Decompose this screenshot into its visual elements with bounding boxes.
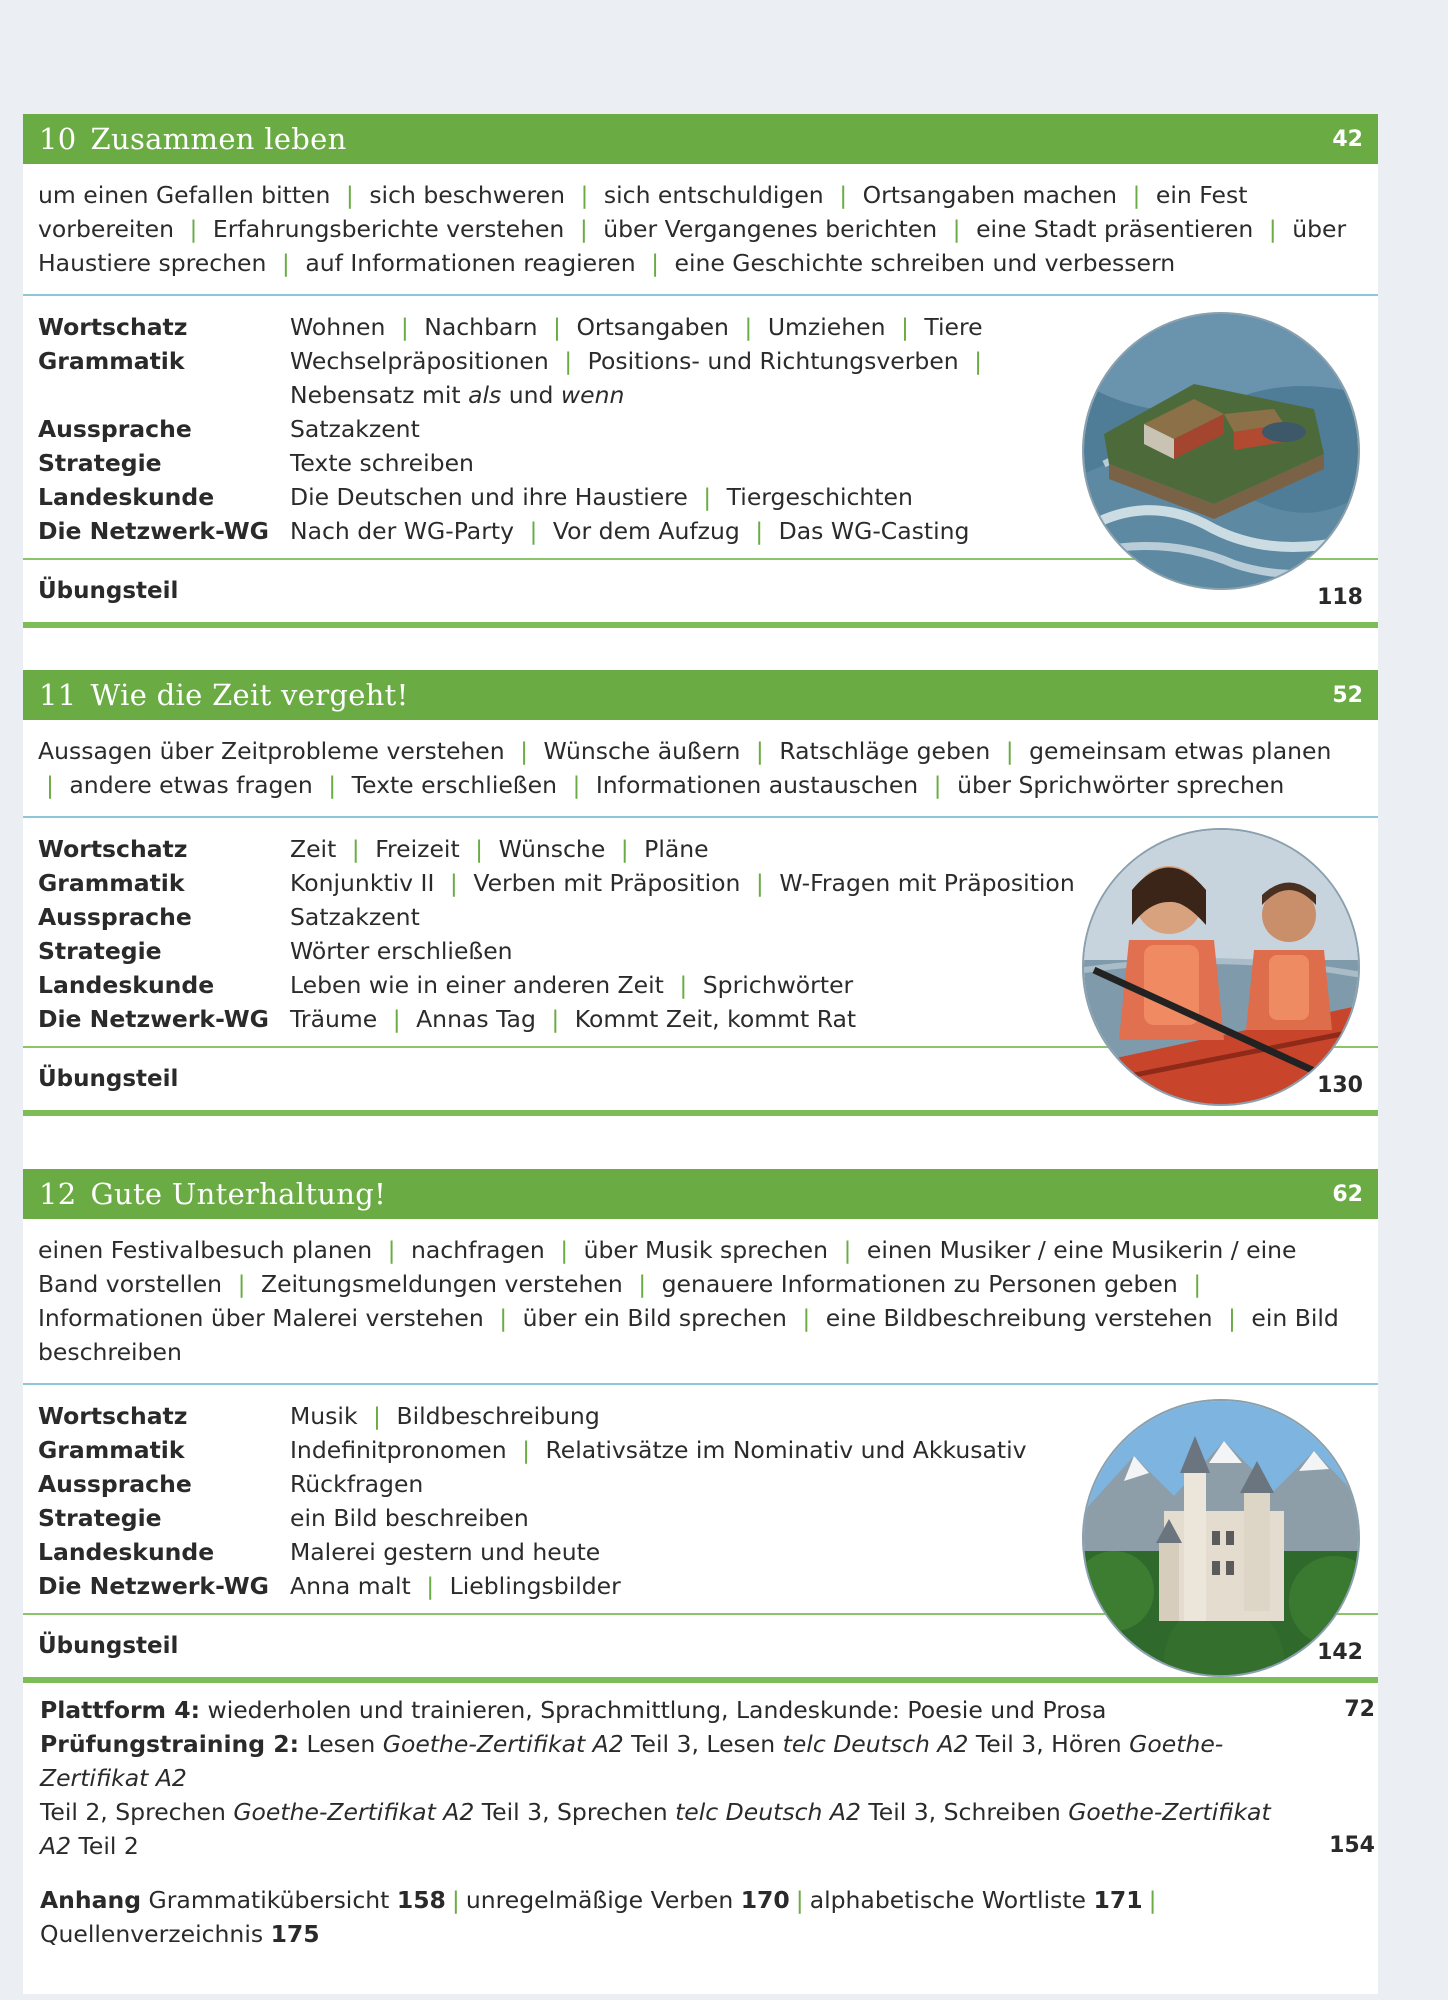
separator: | [237,1270,246,1298]
separator: | [933,771,942,799]
detail-value [290,1002,1090,1036]
uebungsteil-label: Übungsteil [38,1633,179,1659]
pruefungstraining-row[interactable]: Prüfungstraining 2: Lesen Goethe-Zertifikat A2 Teil 3, Lesen telc Deutsch A2 Teil 3, Hören Goethe-Zertifikat A2 Teil 2, Sprechen Goethe-Zertifikat A2 Teil 3, Sprechen telc Deutsch A2 Teil 3, Schreiben Goethe-Zertifikat A2 Teil 2 154 [40,1727,1375,1863]
detail-label: Aussprache [38,1470,192,1498]
detail-label: Strategie [38,1504,162,1532]
detail-label: Grammatik [38,347,185,375]
separator: | [843,1236,852,1264]
detail-item: Das WG-Casting [778,517,970,545]
separator: | [900,313,909,341]
separator: | [651,249,660,277]
detail-item: Wechselpräpositionen [290,347,549,375]
separator: | [755,869,764,897]
separator: | [426,1572,435,1600]
separator: | [281,249,290,277]
uebungsteil-label: Übungsteil [38,1066,179,1092]
island-house-photo [1082,312,1360,590]
separator: | [974,347,983,375]
detail-label: Strategie [38,449,162,477]
detail-value [290,344,1090,378]
separator: | [520,737,529,765]
appendix-section [40,1693,1375,1951]
detail-label: Landeskunde [38,1538,215,1566]
detail-item: Ortsangaben [576,313,729,341]
goal-item: ein Bild beschreiben [38,1304,1339,1366]
detail-item: Bildbeschreibung [396,1402,600,1430]
detail-value [290,480,1090,514]
goal-item: eine Stadt präsentieren [976,215,1254,243]
detail-item: Malerei gestern und heute [290,1538,601,1566]
detail-item: Anna malt [290,1572,411,1600]
detail-label: Wortschatz [38,313,188,341]
plattform-text: wiederholen und trainieren, Sprachmittlung, Landeskunde: Poesie und Prosa [207,1696,1107,1724]
detail-value [290,1467,1090,1501]
anhang-page-number[interactable]: 171 [1093,1886,1143,1914]
separator: | [802,1304,811,1332]
separator: | [1268,215,1277,243]
separator: | [553,313,561,341]
separator: | [46,771,54,799]
detail-value [290,832,1090,866]
detail-item: Relativsätze im Nominativ und Akkusativ [545,1436,1027,1464]
detail-value [290,968,1090,1002]
detail-label: Aussprache [38,903,192,931]
separator: | [475,835,484,863]
anhang-label: Anhang [40,1886,142,1914]
detail-label: Grammatik [38,869,185,897]
detail-item: Texte schreiben [290,449,474,477]
plattform-row[interactable] [40,1693,1375,1727]
detail-item: Indefinitpronomen [290,1436,507,1464]
detail-item: Annas Tag [416,1005,536,1033]
separator: | [373,1402,381,1430]
detail-value [290,1433,1090,1467]
detail-item: Lieblingsbilder [449,1572,621,1600]
chapter-12 [23,1169,1378,1683]
chapter-details [23,1385,1378,1613]
chapter-header[interactable] [23,114,1378,164]
detail-item: ein Bild beschreiben [290,1504,529,1532]
goal-item: über ein Bild sprechen [522,1304,787,1332]
separator: | [1228,1304,1236,1332]
goal-item: Informationen austauschen [595,771,919,799]
detail-value [290,1501,1090,1535]
detail-item: Tiere [924,313,983,341]
detail-label: Die Netzwerk-WG [38,517,269,545]
chapter-page-number[interactable]: 52 [1332,682,1363,708]
detail-value [290,1535,1090,1569]
plattform-page-number[interactable]: 72 [1344,1697,1375,1722]
goal-item: über Vergangenes berichten [603,215,938,243]
separator: | [499,1304,508,1332]
goal-item: Wünsche äußern [543,737,741,765]
detail-item: Nach der WG-Party [290,517,514,545]
goal-item: Zeitungsmeldungen verstehen [260,1270,623,1298]
detail-label [38,378,290,412]
detail-value [290,1569,1090,1603]
detail-label: Landeskunde [38,483,215,511]
detail-value [290,1399,1090,1433]
separator: | [449,869,458,897]
detail-item: Umziehen [767,313,886,341]
goal-item: ein Fest vorbereiten [38,181,1248,243]
separator: | [580,181,589,209]
detail-item: Kommt Zeit, kommt Rat [574,1005,857,1033]
goal-item: auf Informationen reagieren [305,249,636,277]
separator: | [638,1270,647,1298]
detail-label: Aussprache [38,415,192,443]
detail-item: Sprichwörter [702,971,854,999]
separator: | [579,215,588,243]
goal-item: sich beschweren [369,181,565,209]
goal-item: sich entschuldigen [603,181,824,209]
separator: | [560,1236,569,1264]
separator: | [679,971,688,999]
chapter-header[interactable] [23,670,1378,720]
detail-label: Die Netzwerk-WG [38,1572,269,1600]
goal-item: gemeinsam etwas planen [1029,737,1332,765]
separator: | [551,1005,560,1033]
separator: | [400,313,409,341]
chapter-header[interactable] [23,1169,1378,1219]
goal-item: Informationen über Malerei verstehen [38,1304,484,1332]
separator: | [529,517,538,545]
chapter-11 [23,670,1378,1116]
detail-item: Pläne [644,835,709,863]
goal-item: Ortsangaben machen [862,181,1118,209]
separator: | [952,215,961,243]
chapter-goals [23,1219,1378,1383]
separator: | [522,1436,531,1464]
anhang-page-number[interactable]: 170 [740,1886,790,1914]
detail-item: Leben wie in einer anderen Zeit [290,971,664,999]
separator: | [189,215,198,243]
detail-label: Die Netzwerk-WG [38,1005,269,1033]
detail-item: Träume [290,1005,378,1033]
detail-item: Wohnen [290,313,386,341]
anhang-row[interactable]: Anhang Grammatikübersicht 158 | unregelmäßige Verben 170 | alphabetische Wortliste 171 | Quellenverzeichnis 175 [40,1886,1157,1948]
detail-label: Strategie [38,937,162,965]
anhang-page-number[interactable]: 175 [270,1920,320,1948]
anhang-page-number[interactable]: 158 [396,1886,446,1914]
uebungsteil-page-number[interactable]: 118 [1317,584,1363,610]
goal-item: Aussagen über Zeitprobleme verstehen [38,737,505,765]
separator: | [1132,181,1141,209]
uebungsteil-page-number[interactable]: 142 [1317,1639,1363,1665]
goal-item: einen Festivalbesuch planen [38,1236,373,1264]
separator: | [839,181,848,209]
chapter-details [23,818,1378,1046]
separator: | [1005,737,1014,765]
separator: | [755,517,764,545]
separator: | [345,181,354,209]
pruefungstraining-label: Prüfungstraining 2: [40,1730,300,1758]
detail-item: Satzakzent [290,415,420,443]
chapter-page-number[interactable]: 62 [1332,1181,1363,1207]
detail-item: Nachbarn [424,313,538,341]
detail-value [290,900,1090,934]
goal-item: genauere Informationen zu Personen geben [661,1270,1178,1298]
goal-item: eine Geschichte schreiben und verbessern [674,249,1176,277]
detail-value: Nebensatz mit als und wenn [290,381,625,409]
chapter-goals [23,164,1378,294]
separator: | [744,313,753,341]
chapter-goals [23,720,1378,816]
detail-label: Landeskunde [38,971,215,999]
separator: | [1193,1270,1202,1298]
chapter-bottom-rule [23,1110,1378,1116]
chapter-details [23,296,1378,558]
kayak-photo [1082,828,1360,1106]
detail-label: Wortschatz [38,1402,188,1430]
detail-value [290,412,1090,446]
detail-item: Wünsche [498,835,606,863]
chapter-title: 11 Wie die Zeit vergeht! [39,678,409,712]
separator: | [328,771,337,799]
goal-item: über Sprichwörter sprechen [957,771,1285,799]
castle-photo [1082,1399,1360,1677]
detail-item: Satzakzent [290,903,420,931]
chapter-title: 10 Zusammen leben [39,122,347,156]
detail-item: Verben mit Präposition [473,869,741,897]
goal-item: einen Musiker / eine Musikerin / eine Band vorstellen [38,1236,1297,1298]
detail-item: Rückfragen [290,1470,424,1498]
chapter-page-number[interactable]: 42 [1332,126,1363,152]
separator: | [572,771,581,799]
detail-value [290,934,1090,968]
plattform-label: Plattform 4: [40,1696,200,1724]
separator: | [351,835,360,863]
separator: | [564,347,573,375]
separator: | [387,1236,396,1264]
detail-item: Wörter erschließen [290,937,513,965]
uebungsteil-label: Übungsteil [38,578,179,604]
goal-item: Erfahrungsberichte verstehen [212,215,565,243]
goal-item: um einen Gefallen bitten [38,181,331,209]
detail-label: Wortschatz [38,835,188,863]
goal-item: über Haustiere sprechen [38,215,1347,277]
chapter-10 [23,114,1378,628]
chapter-title: 12 Gute Unterhaltung! [39,1177,387,1211]
detail-item: Zeit [290,835,337,863]
detail-item: Vor dem Aufzug [552,517,740,545]
separator: | [620,835,629,863]
detail-value [290,514,1090,548]
separator: | [703,483,712,511]
goal-item: nachfragen [411,1236,545,1264]
separator: | [755,737,764,765]
detail-label: Grammatik [38,1436,185,1464]
detail-item: Die Deutschen und ihre Haustiere [290,483,688,511]
uebungsteil-page-number[interactable]: 130 [1317,1072,1363,1098]
goal-item: andere etwas fragen [69,771,313,799]
goal-item: über Musik sprechen [583,1236,828,1264]
detail-value [290,866,1090,900]
detail-item: W-Fragen mit Präposition [779,869,1075,897]
separator: | [392,1005,401,1033]
goal-item: Texte erschließen [351,771,557,799]
detail-item: Freizeit [375,835,460,863]
detail-value [290,310,1090,344]
chapter-bottom-rule [23,1677,1378,1683]
detail-item: Musik [290,1402,358,1430]
detail-item: Tiergeschichten [726,483,913,511]
goal-item: Ratschläge geben [779,737,991,765]
pruefungstraining-page-number[interactable]: 154 [1329,1833,1375,1858]
detail-item: Konjunktiv II [290,869,435,897]
chapter-bottom-rule [23,622,1378,628]
detail-value [290,446,1090,480]
goal-item: eine Bildbeschreibung verstehen [825,1304,1213,1332]
detail-item: Positions- und Richtungsverben [587,347,959,375]
